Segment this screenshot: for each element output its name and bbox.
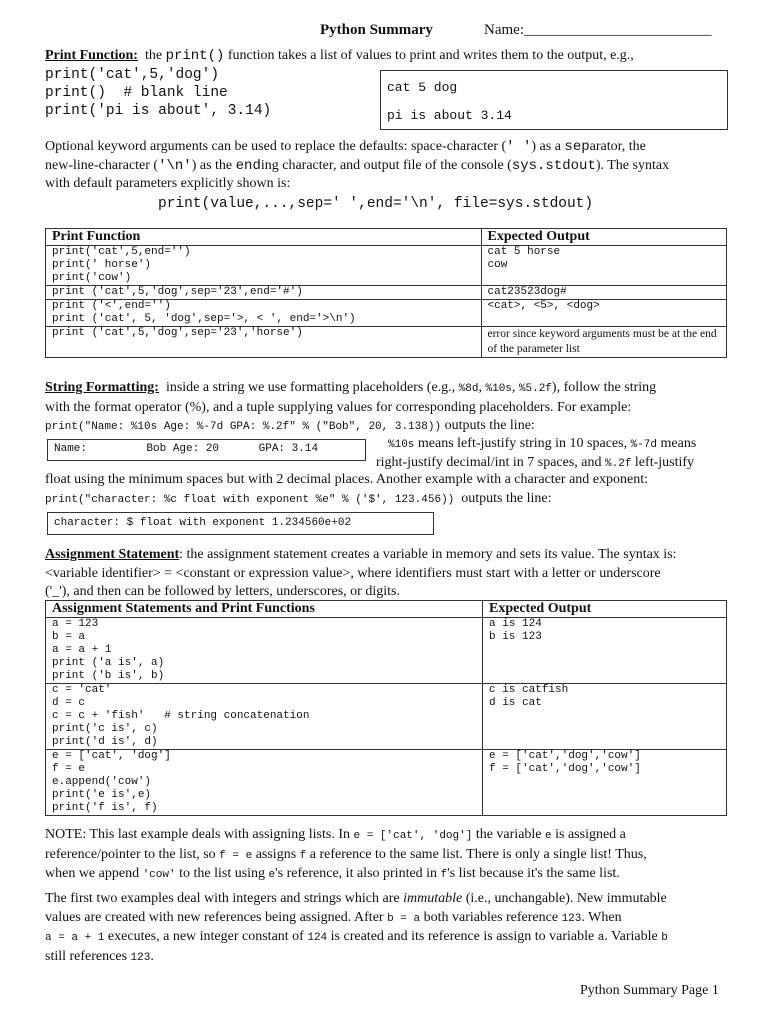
table-cell-code: c = 'cat' d = c c = c + 'fish' # string concatenation print('c is', c) print('d is', d) bbox=[46, 684, 483, 750]
table-header: Expected Output bbox=[481, 229, 727, 246]
table-header: Expected Output bbox=[483, 601, 727, 618]
table-cell-output: cat23523dog# bbox=[481, 286, 727, 300]
table-cell-output: <cat>, <5>, <dog> bbox=[481, 300, 727, 327]
format-explanation-c: float using the minimum spaces but with 2 decimal places. Another example with a character and exponent: print("character: %c float with exponent %e" % ('$', 123.456)) outputs the line: bbox=[45, 472, 648, 506]
table-row bbox=[46, 286, 727, 300]
optional-args-paragraph: Optional keyword arguments can be used to replace the defaults: space-character (' ') as a separator, the new-line-character ('\n') as the ending character, and output file of the console (sys.stdout). The syntax with default parameters explicitly shown is: bbox=[45, 139, 670, 192]
code-line: print('pi is about', 3.14) bbox=[45, 103, 272, 119]
format-output-text: character: $ float with exponent 1.234560e+02 bbox=[54, 517, 352, 529]
string-format-heading: String Formatting: bbox=[45, 380, 159, 395]
table-cell-output: error since keyword arguments must be at the end of the parameter list bbox=[481, 327, 727, 358]
page-title: Python Summary bbox=[320, 22, 433, 38]
table-cell-output: cat 5 horse cow bbox=[481, 246, 727, 286]
format-example-code: print("Name: %10s Age: %-7d GPA: %.2f" % ("Bob", 20, 3.138)) bbox=[45, 421, 442, 434]
print-intro-text-b: function takes a list of values to print and writes them to the output, e.g., bbox=[227, 48, 634, 63]
table-cell-output: a is 124 b is 123 bbox=[483, 618, 727, 684]
table-row bbox=[46, 327, 727, 358]
output-line: pi is about 3.14 bbox=[387, 108, 512, 123]
table-row bbox=[46, 246, 727, 286]
table-cell-output: c is catfish d is cat bbox=[483, 684, 727, 750]
string-format-paragraph: String Formatting: inside a string we use formatting placeholders (e.g., %8d, %10s, %5.2f), follow the string with the format operator (%), and a tuple supplying values for corresponding placeholders. For example: print("Name: %10s Age: %-7d GPA: %.2f" % ("Bob", 20, 3.138)) outputs the line: bbox=[45, 380, 657, 434]
print-code-examples bbox=[45, 66, 271, 120]
assignment-table bbox=[45, 600, 727, 816]
table-header: Print Function bbox=[46, 229, 482, 246]
print-intro bbox=[45, 47, 735, 66]
format-output-box-1 bbox=[47, 439, 366, 461]
format-explanation-a: %10s means left-justify string in 10 spaces, %-7d means bbox=[388, 436, 697, 451]
table-row bbox=[46, 618, 727, 684]
table-header: Assignment Statements and Print Functions bbox=[46, 601, 483, 618]
assignment-heading: Assignment Statement bbox=[45, 547, 180, 562]
print-heading: Print Function: bbox=[45, 48, 138, 63]
format-explanation-b: right-justify decimal/int in 7 spaces, and %.2f left-justify bbox=[376, 455, 695, 470]
print-function-table bbox=[45, 228, 727, 358]
table-cell-code: print ('cat',5,'dog',sep='23',end='#') bbox=[46, 286, 482, 300]
print-intro-text-a: the bbox=[144, 48, 163, 63]
name-field-label: Name:_________________________ bbox=[484, 22, 712, 38]
table-row bbox=[46, 300, 727, 327]
table-cell-code: print('cat',5,end='') print(' horse') print('cow') bbox=[46, 246, 482, 286]
output-line: cat 5 dog bbox=[387, 80, 458, 95]
print-intro-code: print() bbox=[165, 48, 225, 64]
table-cell-code: print ('cat',5,'dog',sep='23','horse') bbox=[46, 327, 482, 358]
table-cell-output: e = ['cat','dog','cow'] f = ['cat','dog','cow'] bbox=[483, 750, 727, 816]
code-line: print() # blank line bbox=[45, 85, 228, 101]
format-output-text: Name: Bob Age: 20 GPA: 3.14 bbox=[54, 443, 319, 455]
table-row bbox=[46, 684, 727, 750]
assignment-paragraph: Assignment Statement: the assignment statement creates a variable in memory and sets its value. The syntax is: <variable identifier> = <constant or expression value>, where identifiers must start with a letter or underscore ('_'), and then can be followed by letters, underscores, or digits. bbox=[45, 547, 677, 600]
table-cell-code: e = ['cat', 'dog'] f = e e.append('cow') print('e is',e) print('f is', f) bbox=[46, 750, 483, 816]
format-example2-code: print("character: %c float with exponent %e" % ('$', 123.456)) bbox=[45, 493, 455, 506]
table-cell-code: print ('<',end='') print ('cat', 5, 'dog',sep='>, < ', end='>\n') bbox=[46, 300, 482, 327]
table-cell-code: a = 123 b = a a = a + 1 print ('a is', a) print ('b is', b) bbox=[46, 618, 483, 684]
code-line: print('cat',5,'dog') bbox=[45, 67, 220, 83]
print-output-box bbox=[380, 70, 728, 130]
format-output-box-2 bbox=[47, 512, 434, 535]
table-row bbox=[46, 750, 727, 816]
note-paragraph: NOTE: This last example deals with assigning lists. In e = ['cat', 'dog'] the variable e is assigned a reference/pointer to the list, so f = e assigns f a reference to the same list. There is only a single list! Thus, when we append 'cow' to the list using e's reference, it also printed in f's list because it's the same list. bbox=[45, 827, 647, 882]
page-footer: Python Summary Page 1 bbox=[580, 983, 719, 998]
print-syntax-line: print(value,...,sep=' ',end='\n', file=sys.stdout) bbox=[158, 196, 594, 212]
immutable-paragraph: The first two examples deal with integers and strings which are immutable (i.e., unchangable). New immutable values are created with new references being assigned. After b = a both variables reference 123. When a = a + 1 executes, a new integer constant of 124 is created and its reference is assign to variable a. Variable b still references 123. bbox=[45, 891, 668, 964]
